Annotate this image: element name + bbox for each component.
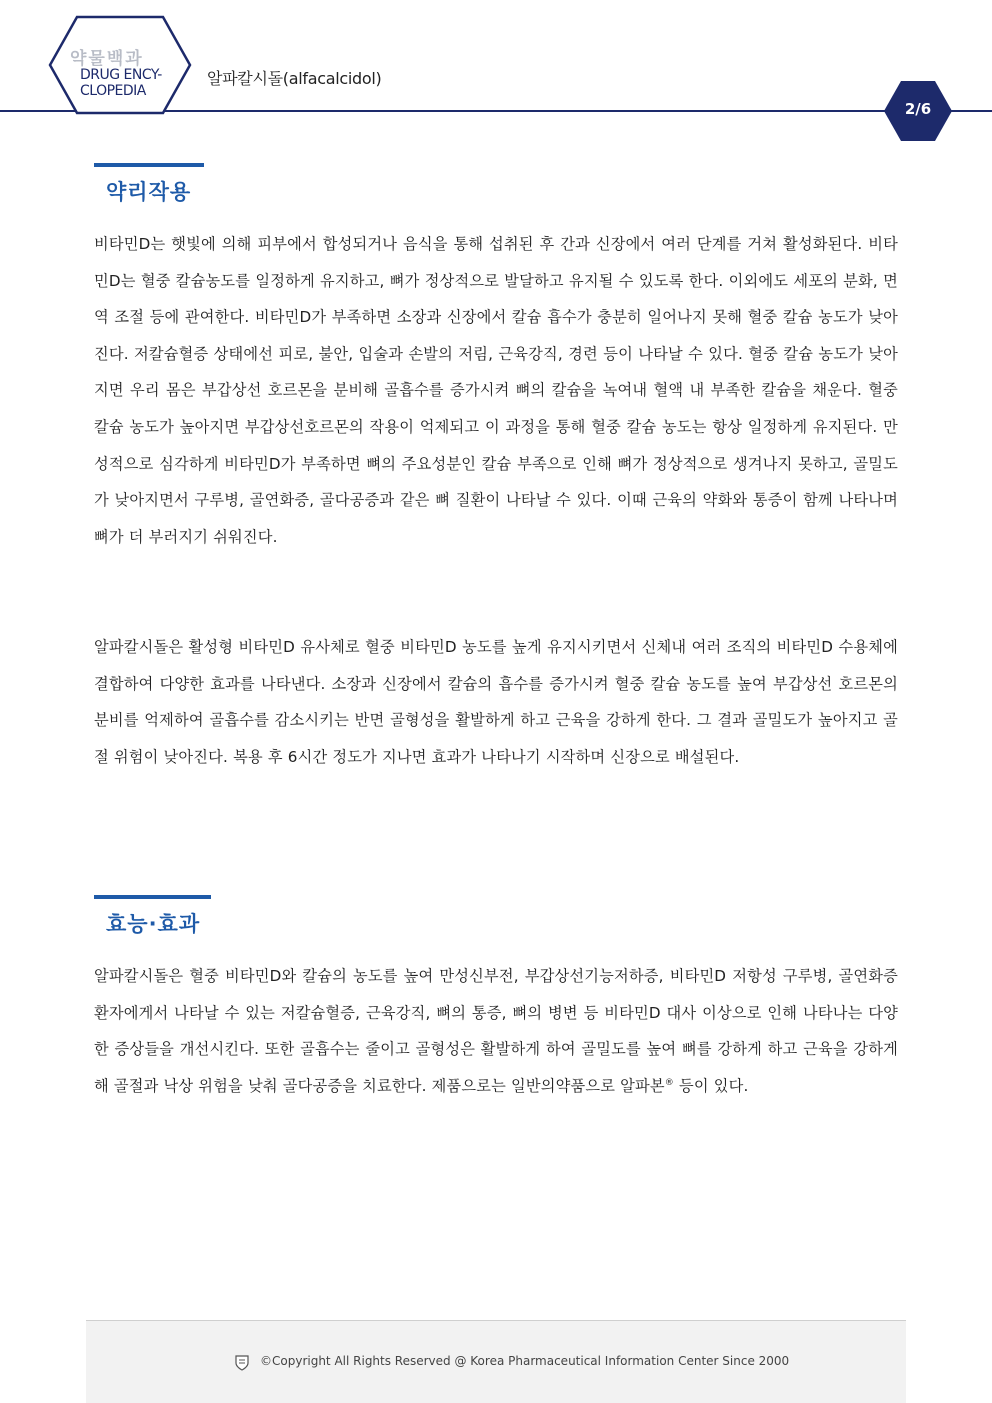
section-title-efficacy: 효능·효과 xyxy=(106,912,201,936)
logo-english-text xyxy=(80,67,190,99)
section-title-pharmacology: 약리작용 xyxy=(106,180,192,204)
paragraph-pharmacology-2: 알파칼시돌은 활성형 비타민D 유사체로 혈중 비타민D 농도를 높게 유지시키면서 신체내 여러 조직의 비타민D 수용체에 결합하여 다양한 효과를 나타낸다. 소장과 신장에서 칼슘의 흡수를 증가시켜 혈중 칼슘 농도를 높여 부갑상선 호르몬의 분비를 억제하여 골흡수를 감소시키는 반면 골형성을 활발하게 하고 근육을 강하게 한다. 그 결과 골밀도가 높아지고 골절 위험이 낮아진다. 복용 후 6시간 정도가 지나면 효과가 나타나기 시작하며 신장으로 배설된다. xyxy=(94,638,898,766)
footer-copyright: ©Copyright All Rights Reserved @ Korea Pharmaceutical Information Center Since 2000 xyxy=(260,1354,790,1368)
paragraph-efficacy xyxy=(94,958,898,1104)
logo-korean-text: 약물백과 xyxy=(70,49,144,69)
section-bar-pharmacology xyxy=(94,163,204,167)
logo-english-line2: CLOPEDIA xyxy=(80,83,146,99)
shield-crest-icon xyxy=(235,1355,249,1371)
paragraph-efficacy-main: 알파칼시돌은 혈중 비타민D와 칼슘의 농도를 높여 만성신부전, 부갑상선기능저하증, 비타민D 저항성 구루병, 골연화증 환자에게서 나타날 수 있는 저칼슘혈증, 근육강직, 뼈의 통증, 뼈의 병변 등 비타민D 대사 이상으로 인해 나타나는 다양한 증상들을 개선시킨다. 또한 골흡수는 줄이고 골형성은 활발하게 하여 골밀도를 높여 뼈를 강하게 하고 근육을 강하게 해 골절과 낙상 위험을 낮춰 골다공증을 치료한다. 제품으로는 일반의약품으로 알파본 xyxy=(94,967,898,1095)
document-title: 알파칼시돌(alfacalcidol) xyxy=(207,69,382,88)
paragraph-pharmacology-1: 비타민D는 햇빛에 의해 피부에서 합성되거나 음식을 통해 섭취된 후 간과 신장에서 여러 단계를 거쳐 활성화된다. 비타민D는 혈중 칼슘농도를 일정하게 유지하고, 뼈가 정상적으로 발달하고 유지될 수 있도록 한다. 이외에도 세포의 분화, 면역 조절 등에 관여한다. 비타민D가 부족하면 소장과 신장에서 칼슘 흡수가 충분히 일어나지 못해 혈중 칼슘 농도가 낮아진다. 저칼슘혈증 상태에선 피로, 불안, 입술과 손발의 저림, 근육강직, 경련 등이 나타날 수 있다. 혈중 칼슘 농도가 낮아지면 우리 몸은 부갑상선 호르몬을 분비해 골흡수를 증가시켜 뼈의 칼슘을 녹여내 혈액 내 부족한 칼슘을 채운다. 혈중 칼슘 농도가 높아지면 부갑상선호르몬의 작용이 억제되고 이 과정을 통해 혈중 칼슘 농도는 항상 일정하게 유지된다. 만성적으로 심각하게 비타민D가 부족하면 뼈의 주요성분인 칼슘 부족으로 인해 뼈가 정상적으로 생겨나지 못하고, 골밀도가 낮아지면서 구루병, 골연화증, 골다공증과 같은 뼈 질환이 나타날 수 있다. 이때 근육의 약화와 통증이 함께 나타나며 뼈가 더 부러지기 쉬워진다. xyxy=(94,235,898,546)
section-bar-efficacy xyxy=(94,895,211,899)
logo-english-line1: DRUG ENCY- xyxy=(80,67,162,83)
paragraph-efficacy-tail: 등이 있다. xyxy=(673,1076,749,1095)
registered-mark: ® xyxy=(664,1077,674,1088)
page-number: 2/6 xyxy=(904,100,932,118)
